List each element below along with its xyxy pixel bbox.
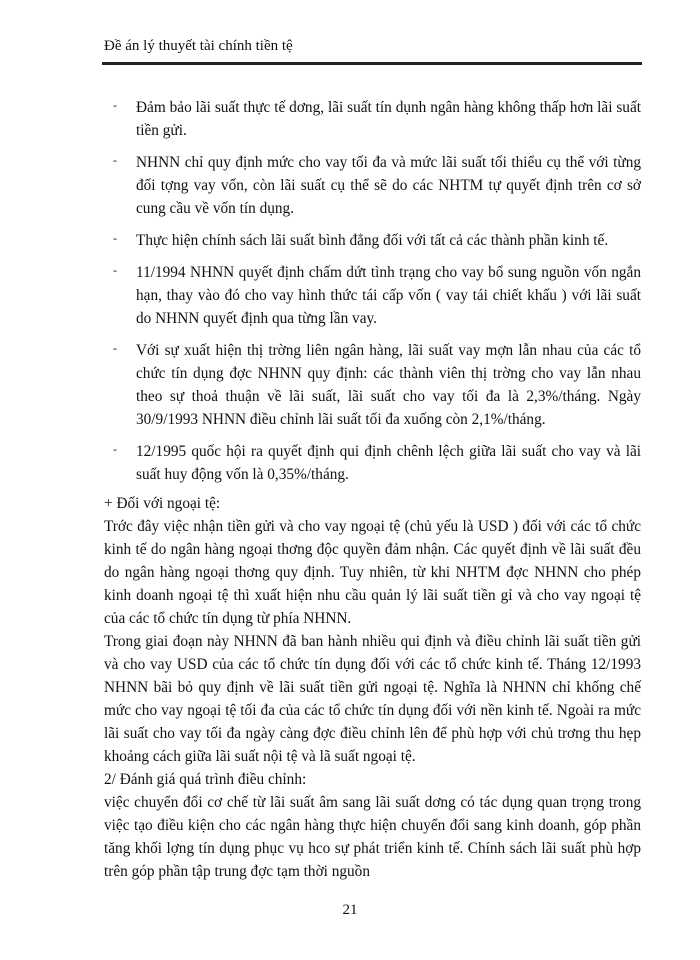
bullet-item	[113, 339, 641, 431]
document-body-continued	[104, 492, 641, 883]
section-heading: 2/ Đánh giá quá trình điều chỉnh:	[104, 771, 307, 788]
header-divider	[102, 62, 642, 65]
bullet-dash: -	[113, 231, 117, 245]
bullet-item	[113, 229, 641, 252]
bullet-text: 12/1995 quốc hội ra quyết định qui định chênh lệch giữa lãi suất cho vay và lãi suất huy động vốn là 0,35%/tháng.	[136, 443, 641, 483]
closing-paragraph: việc chuyển đổi cơ chế từ lãi suất âm sang lãi suất dơng có tác dụng quan trọng trong việc tạo điều kiện cho các ngân hàng thực hiện chuyển đổi sang kinh doanh, góp phần tăng khối lợng tín dụng phục vụ hco sự phát triển kinh tế. Chính sách lãi suất phù hợp trên góp phần tập trung đợc tạm thời nguồn	[104, 794, 641, 880]
bullet-item	[113, 96, 641, 142]
bullet-text: NHNN chỉ quy định mức cho vay tối đa và mức lãi suất tối thiểu cụ thể với từng đối tợng vay vốn, còn lãi suất cụ thể sẽ do các NHTM tự quyết định trên cơ sở cung cầu về vốn tín dụng.	[136, 154, 641, 217]
bullet-dash: -	[113, 341, 117, 355]
bullet-dash: -	[113, 263, 117, 277]
bullet-dash: -	[113, 153, 117, 167]
body-paragraph: Trớc đây việc nhận tiền gửi và cho vay ngoại tệ (chủ yếu là USD ) đối với các tổ chức kinh tế do ngân hàng ngoại thơng độc quyền đảm nhận. Các quyết định về lãi suất đều do ngân hàng ngoại thơng quy định. Tuy nhiên, từ khi NHTM đợc NHNN cho phép kinh doanh ngoại tệ thì xuất hiện nhu cầu quản lý lãi suất tiền gỉ và cho vay ngoại tệ của các tổ chức tín dụng từ phía NHNN.	[104, 518, 641, 627]
bullet-text: Đảm bảo lãi suất thực tế dơng, lãi suất tín dụnh ngân hàng không thấp hơn lãi suất tiền gửi.	[136, 99, 641, 139]
bullet-item	[113, 440, 641, 486]
bullet-text: 11/1994 NHNN quyết định chấm dứt tình trạng cho vay bổ sung nguồn vốn ngắn hạn, thay vào đó cho vay hình thức tái cấp vốn ( vay tái chiết khấu ) với lãi suất do NHNN quyết định qua từng lần vay.	[136, 264, 641, 327]
bullet-dash: -	[113, 98, 117, 112]
body-paragraph: Trong giai đoạn này NHNN đã ban hành nhiều qui định và điều chỉnh lãi suất tiền gửi và cho vay USD của các tổ chức tín dụng đối với các tổ chức kinh tế. Tháng 12/1993 NHNN bãi bỏ quy định về lãi suất tiền gửi ngoại tệ. Nghĩa là NHNN chỉ khống chế mức cho vay ngoại tệ tối đa của các tổ chức tín dụng đối với nền kinh tế. Ngoài ra mức lãi suất cho vay tối đa ngày càng đợc điều chỉnh lên để phù hợp với chủ trơng thu hẹp khoảng cách giữa lãi suất nội tệ và lã suất ngoại tệ.	[104, 633, 641, 765]
bullet-dash: -	[113, 442, 117, 456]
bullet-item	[113, 261, 641, 330]
page-number: 21	[342, 902, 358, 918]
bullet-text: Thực hiện chính sách lãi suất bình đẳng đối với tất cả các thành phần kinh tế.	[136, 232, 609, 249]
bullet-item	[113, 151, 641, 220]
page-header: Đề án lý thuyết tài chính tiền tệ	[104, 38, 293, 54]
document-body	[113, 96, 641, 486]
subheading-foreign-currency: + Đối với ngoại tệ:	[104, 495, 221, 512]
bullet-text: Với sự xuất hiện thị trờng liên ngân hàng, lãi suất vay mợn lẫn nhau của các tổ chức tín dụng đợc NHNN quy định: các thành viên thị trờng cho vay lẫn nhau theo sự thoả thuận về lãi suất, lãi suất cho vay tối đa là 2,3%/tháng. Ngày 30/9/1993 NHNN điều chỉnh lãi suất tối đa xuống còn 2,1%/tháng.	[136, 342, 641, 428]
